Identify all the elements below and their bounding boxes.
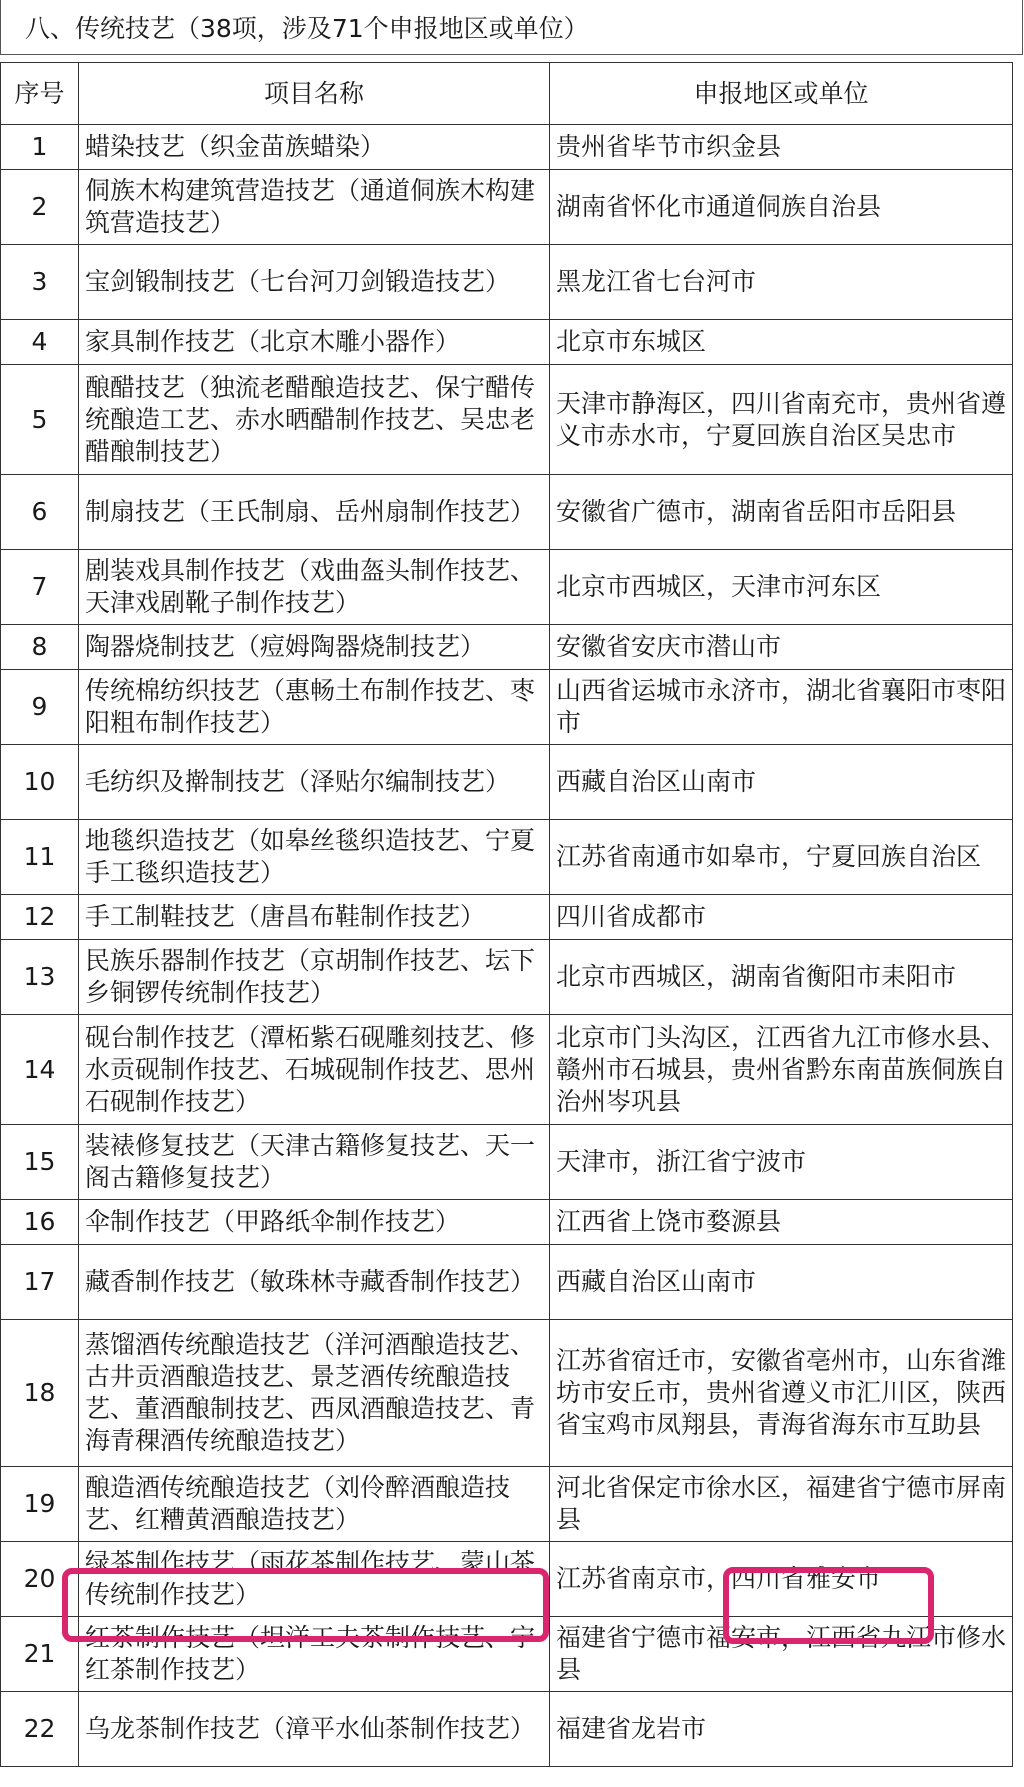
table-row (1, 365, 1013, 475)
region-name: 福建省宁德市福安市，江西省九江市修水县 (550, 1617, 1013, 1692)
table-row (1, 475, 1013, 550)
project-name: 手工制鞋技艺（唐昌布鞋制作技艺） (79, 895, 550, 940)
table-row (1, 1692, 1013, 1767)
region-name: 江苏省南京市，四川省雅安市 (550, 1542, 1013, 1617)
row-number: 19 (1, 1467, 79, 1542)
row-number: 12 (1, 895, 79, 940)
row-number: 20 (1, 1542, 79, 1617)
header-num: 序号 (1, 63, 79, 125)
region-name: 山西省运城市永济市，湖北省襄阳市枣阳市 (550, 670, 1013, 745)
table-row (1, 320, 1013, 365)
row-number: 10 (1, 745, 79, 820)
table-row (1, 1125, 1013, 1200)
region-name: 安徽省广德市，湖南省岳阳市岳阳县 (550, 475, 1013, 550)
row-number: 22 (1, 1692, 79, 1767)
project-name: 伞制作技艺（甲路纸伞制作技艺） (79, 1200, 550, 1245)
heritage-table (0, 62, 1013, 1767)
table-row (1, 940, 1013, 1015)
table-row (1, 745, 1013, 820)
table-row (1, 1200, 1013, 1245)
region-name: 江西省上饶市婺源县 (550, 1200, 1013, 1245)
row-number: 14 (1, 1015, 79, 1125)
section-title: 八、传统技艺（38项，涉及71个申报地区或单位） (0, 0, 1023, 55)
row-number: 11 (1, 820, 79, 895)
region-name: 西藏自治区山南市 (550, 1245, 1013, 1320)
table-row (1, 245, 1013, 320)
project-name: 酿造酒传统酿造技艺（刘伶醉酒酿造技艺、红糟黄酒酿造技艺） (79, 1467, 550, 1542)
project-name: 地毯织造技艺（如皋丝毯织造技艺、宁夏手工毯织造技艺） (79, 820, 550, 895)
row-number: 2 (1, 170, 79, 245)
project-name: 绿茶制作技艺（雨花茶制作技艺、蒙山茶传统制作技艺） (79, 1542, 550, 1617)
region-name: 天津市，浙江省宁波市 (550, 1125, 1013, 1200)
project-name: 装裱修复技艺（天津古籍修复技艺、天一阁古籍修复技艺） (79, 1125, 550, 1200)
table-row (1, 625, 1013, 670)
region-name: 西藏自治区山南市 (550, 745, 1013, 820)
project-name: 剧装戏具制作技艺（戏曲盔头制作技艺、天津戏剧靴子制作技艺） (79, 550, 550, 625)
region-name: 北京市东城区 (550, 320, 1013, 365)
row-number: 6 (1, 475, 79, 550)
row-number: 18 (1, 1320, 79, 1467)
region-name: 贵州省毕节市织金县 (550, 125, 1013, 170)
table-row (1, 170, 1013, 245)
table-row (1, 820, 1013, 895)
row-number: 21 (1, 1617, 79, 1692)
region-name: 河北省保定市徐水区，福建省宁德市屏南县 (550, 1467, 1013, 1542)
region-name: 福建省龙岩市 (550, 1692, 1013, 1767)
region-name: 湖南省怀化市通道侗族自治县 (550, 170, 1013, 245)
region-name: 北京市门头沟区，江西省九江市修水县、赣州市石城县，贵州省黔东南苗族侗族自治州岑巩县 (550, 1015, 1013, 1125)
region-name: 安徽省安庆市潜山市 (550, 625, 1013, 670)
project-name: 蒸馏酒传统酿造技艺（洋河酒酿造技艺、古井贡酒酿造技艺、景芝酒传统酿造技艺、董酒酿制技艺、西凤酒酿造技艺、青海青稞酒传统酿造技艺） (79, 1320, 550, 1467)
table-row (1, 1617, 1013, 1692)
region-name: 北京市西城区，湖南省衡阳市耒阳市 (550, 940, 1013, 1015)
region-name: 江苏省宿迁市，安徽省亳州市，山东省潍坊市安丘市，贵州省遵义市汇川区，陕西省宝鸡市凤翔县，青海省海东市互助县 (550, 1320, 1013, 1467)
project-name: 传统棉纺织技艺（惠畅土布制作技艺、枣阳粗布制作技艺） (79, 670, 550, 745)
table-row (1, 1245, 1013, 1320)
project-name: 砚台制作技艺（潭柘紫石砚雕刻技艺、修水贡砚制作技艺、石城砚制作技艺、思州石砚制作技艺） (79, 1015, 550, 1125)
project-name: 制扇技艺（王氏制扇、岳州扇制作技艺） (79, 475, 550, 550)
row-number: 16 (1, 1200, 79, 1245)
row-number: 17 (1, 1245, 79, 1320)
table-row (1, 1320, 1013, 1467)
region-name: 天津市静海区，四川省南充市，贵州省遵义市赤水市，宁夏回族自治区吴忠市 (550, 365, 1013, 475)
project-name: 酿醋技艺（独流老醋酿造技艺、保宁醋传统酿造工艺、赤水晒醋制作技艺、吴忠老醋酿制技艺） (79, 365, 550, 475)
project-name: 民族乐器制作技艺（京胡制作技艺、坛下乡铜锣传统制作技艺） (79, 940, 550, 1015)
project-name: 蜡染技艺（织金苗族蜡染） (79, 125, 550, 170)
header-region: 申报地区或单位 (550, 63, 1013, 125)
table-row (1, 1015, 1013, 1125)
region-name: 四川省成都市 (550, 895, 1013, 940)
project-name: 陶器烧制技艺（痘姆陶器烧制技艺） (79, 625, 550, 670)
row-number: 4 (1, 320, 79, 365)
row-number: 9 (1, 670, 79, 745)
row-number: 15 (1, 1125, 79, 1200)
row-number: 5 (1, 365, 79, 475)
table-header-row (1, 63, 1013, 125)
project-name: 红茶制作技艺（坦洋工夫茶制作技艺、宁红茶制作技艺） (79, 1617, 550, 1692)
region-name: 北京市西城区，天津市河东区 (550, 550, 1013, 625)
row-number: 1 (1, 125, 79, 170)
region-name: 江苏省南通市如皋市，宁夏回族自治区 (550, 820, 1013, 895)
row-number: 8 (1, 625, 79, 670)
table-row (1, 1542, 1013, 1617)
table-row (1, 670, 1013, 745)
row-number: 13 (1, 940, 79, 1015)
project-name: 毛纺织及擀制技艺（泽贴尔编制技艺） (79, 745, 550, 820)
table-row (1, 1467, 1013, 1542)
project-name: 乌龙茶制作技艺（漳平水仙茶制作技艺） (79, 1692, 550, 1767)
table-row (1, 125, 1013, 170)
header-name: 项目名称 (79, 63, 550, 125)
row-number: 3 (1, 245, 79, 320)
region-name: 黑龙江省七台河市 (550, 245, 1013, 320)
project-name: 藏香制作技艺（敏珠林寺藏香制作技艺） (79, 1245, 550, 1320)
project-name: 侗族木构建筑营造技艺（通道侗族木构建筑营造技艺） (79, 170, 550, 245)
table-row (1, 895, 1013, 940)
row-number: 7 (1, 550, 79, 625)
project-name: 宝剑锻制技艺（七台河刀剑锻造技艺） (79, 245, 550, 320)
project-name: 家具制作技艺（北京木雕小器作） (79, 320, 550, 365)
table-row (1, 550, 1013, 625)
